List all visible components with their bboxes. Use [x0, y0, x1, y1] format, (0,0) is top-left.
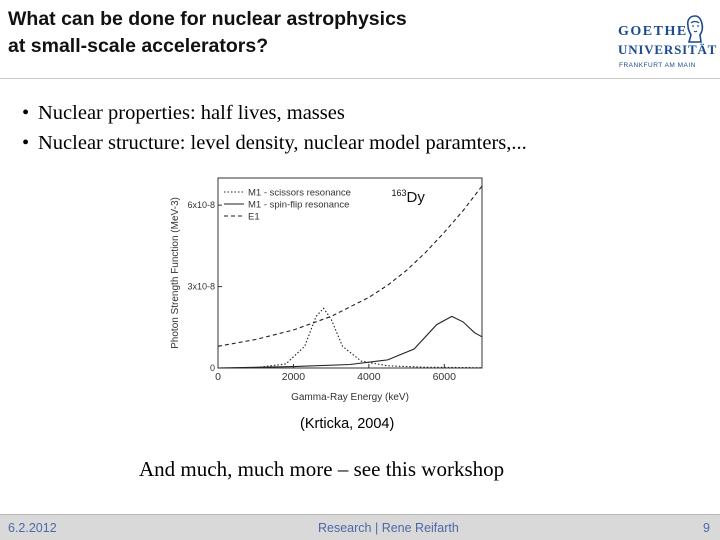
- footer-page-number: 9: [703, 521, 710, 535]
- legend-label: E1: [248, 211, 260, 223]
- x-tick-label: 2000: [281, 371, 306, 383]
- bullet-marker: •: [22, 132, 30, 154]
- bullet-item: [22, 98, 527, 128]
- annotation-element: Dy: [406, 189, 425, 206]
- university-logo: [616, 14, 718, 74]
- logo-word-universitaet: UNIVERSITÄT: [618, 42, 718, 57]
- goethe-portrait-icon: [682, 14, 708, 44]
- legend-label: M1 - scissors resonance: [248, 187, 351, 199]
- x-axis-label: Gamma-Ray Energy (keV): [291, 392, 409, 403]
- y-tick-label: 3x10-8: [187, 281, 215, 292]
- y-tick-label: 0: [209, 363, 215, 373]
- bullet-marker: •: [22, 102, 30, 124]
- annotation-mass-number: 163: [391, 188, 407, 198]
- bullet-list: [22, 98, 527, 158]
- y-axis-label: Photon Strength Function (MeV-3): [170, 197, 181, 349]
- x-tick-label: 4000: [357, 371, 381, 383]
- bullet-text: Nuclear properties: half lives, masses: [38, 102, 345, 124]
- slide-footer: [0, 514, 720, 540]
- slide-title-line: What can be done for nuclear astrophysics: [8, 8, 407, 30]
- footer-date: 6.2.2012: [8, 521, 57, 535]
- chart-annotation: [391, 188, 425, 206]
- bullet-item: [22, 128, 527, 158]
- x-tick-label: 0: [215, 371, 221, 383]
- photon-strength-chart: [160, 172, 490, 404]
- bullet-text: Nuclear structure: level density, nuclear model paramters,...: [38, 132, 527, 154]
- figure-caption: (Krticka, 2004): [300, 416, 395, 432]
- logo-word-frankfurt: FRANKFURT AM MAIN: [619, 62, 696, 69]
- series-line: [218, 308, 482, 368]
- header-divider: [0, 78, 720, 79]
- slide-header: [0, 0, 720, 78]
- x-tick-label: 6000: [432, 371, 456, 383]
- slide-title: [8, 6, 568, 60]
- slide-title-line: at small-scale accelerators?: [8, 35, 269, 57]
- footer-author: Research | Rene Reifarth: [318, 521, 459, 535]
- logo-word-goethe: GOETHE: [618, 24, 688, 39]
- y-tick-label: 6x10-8: [187, 200, 215, 211]
- closing-statement: And much, much more – see this workshop: [139, 457, 505, 481]
- chart-svg: [160, 172, 490, 404]
- series-line: [218, 316, 482, 368]
- legend-label: M1 - spin-flip resonance: [248, 199, 350, 211]
